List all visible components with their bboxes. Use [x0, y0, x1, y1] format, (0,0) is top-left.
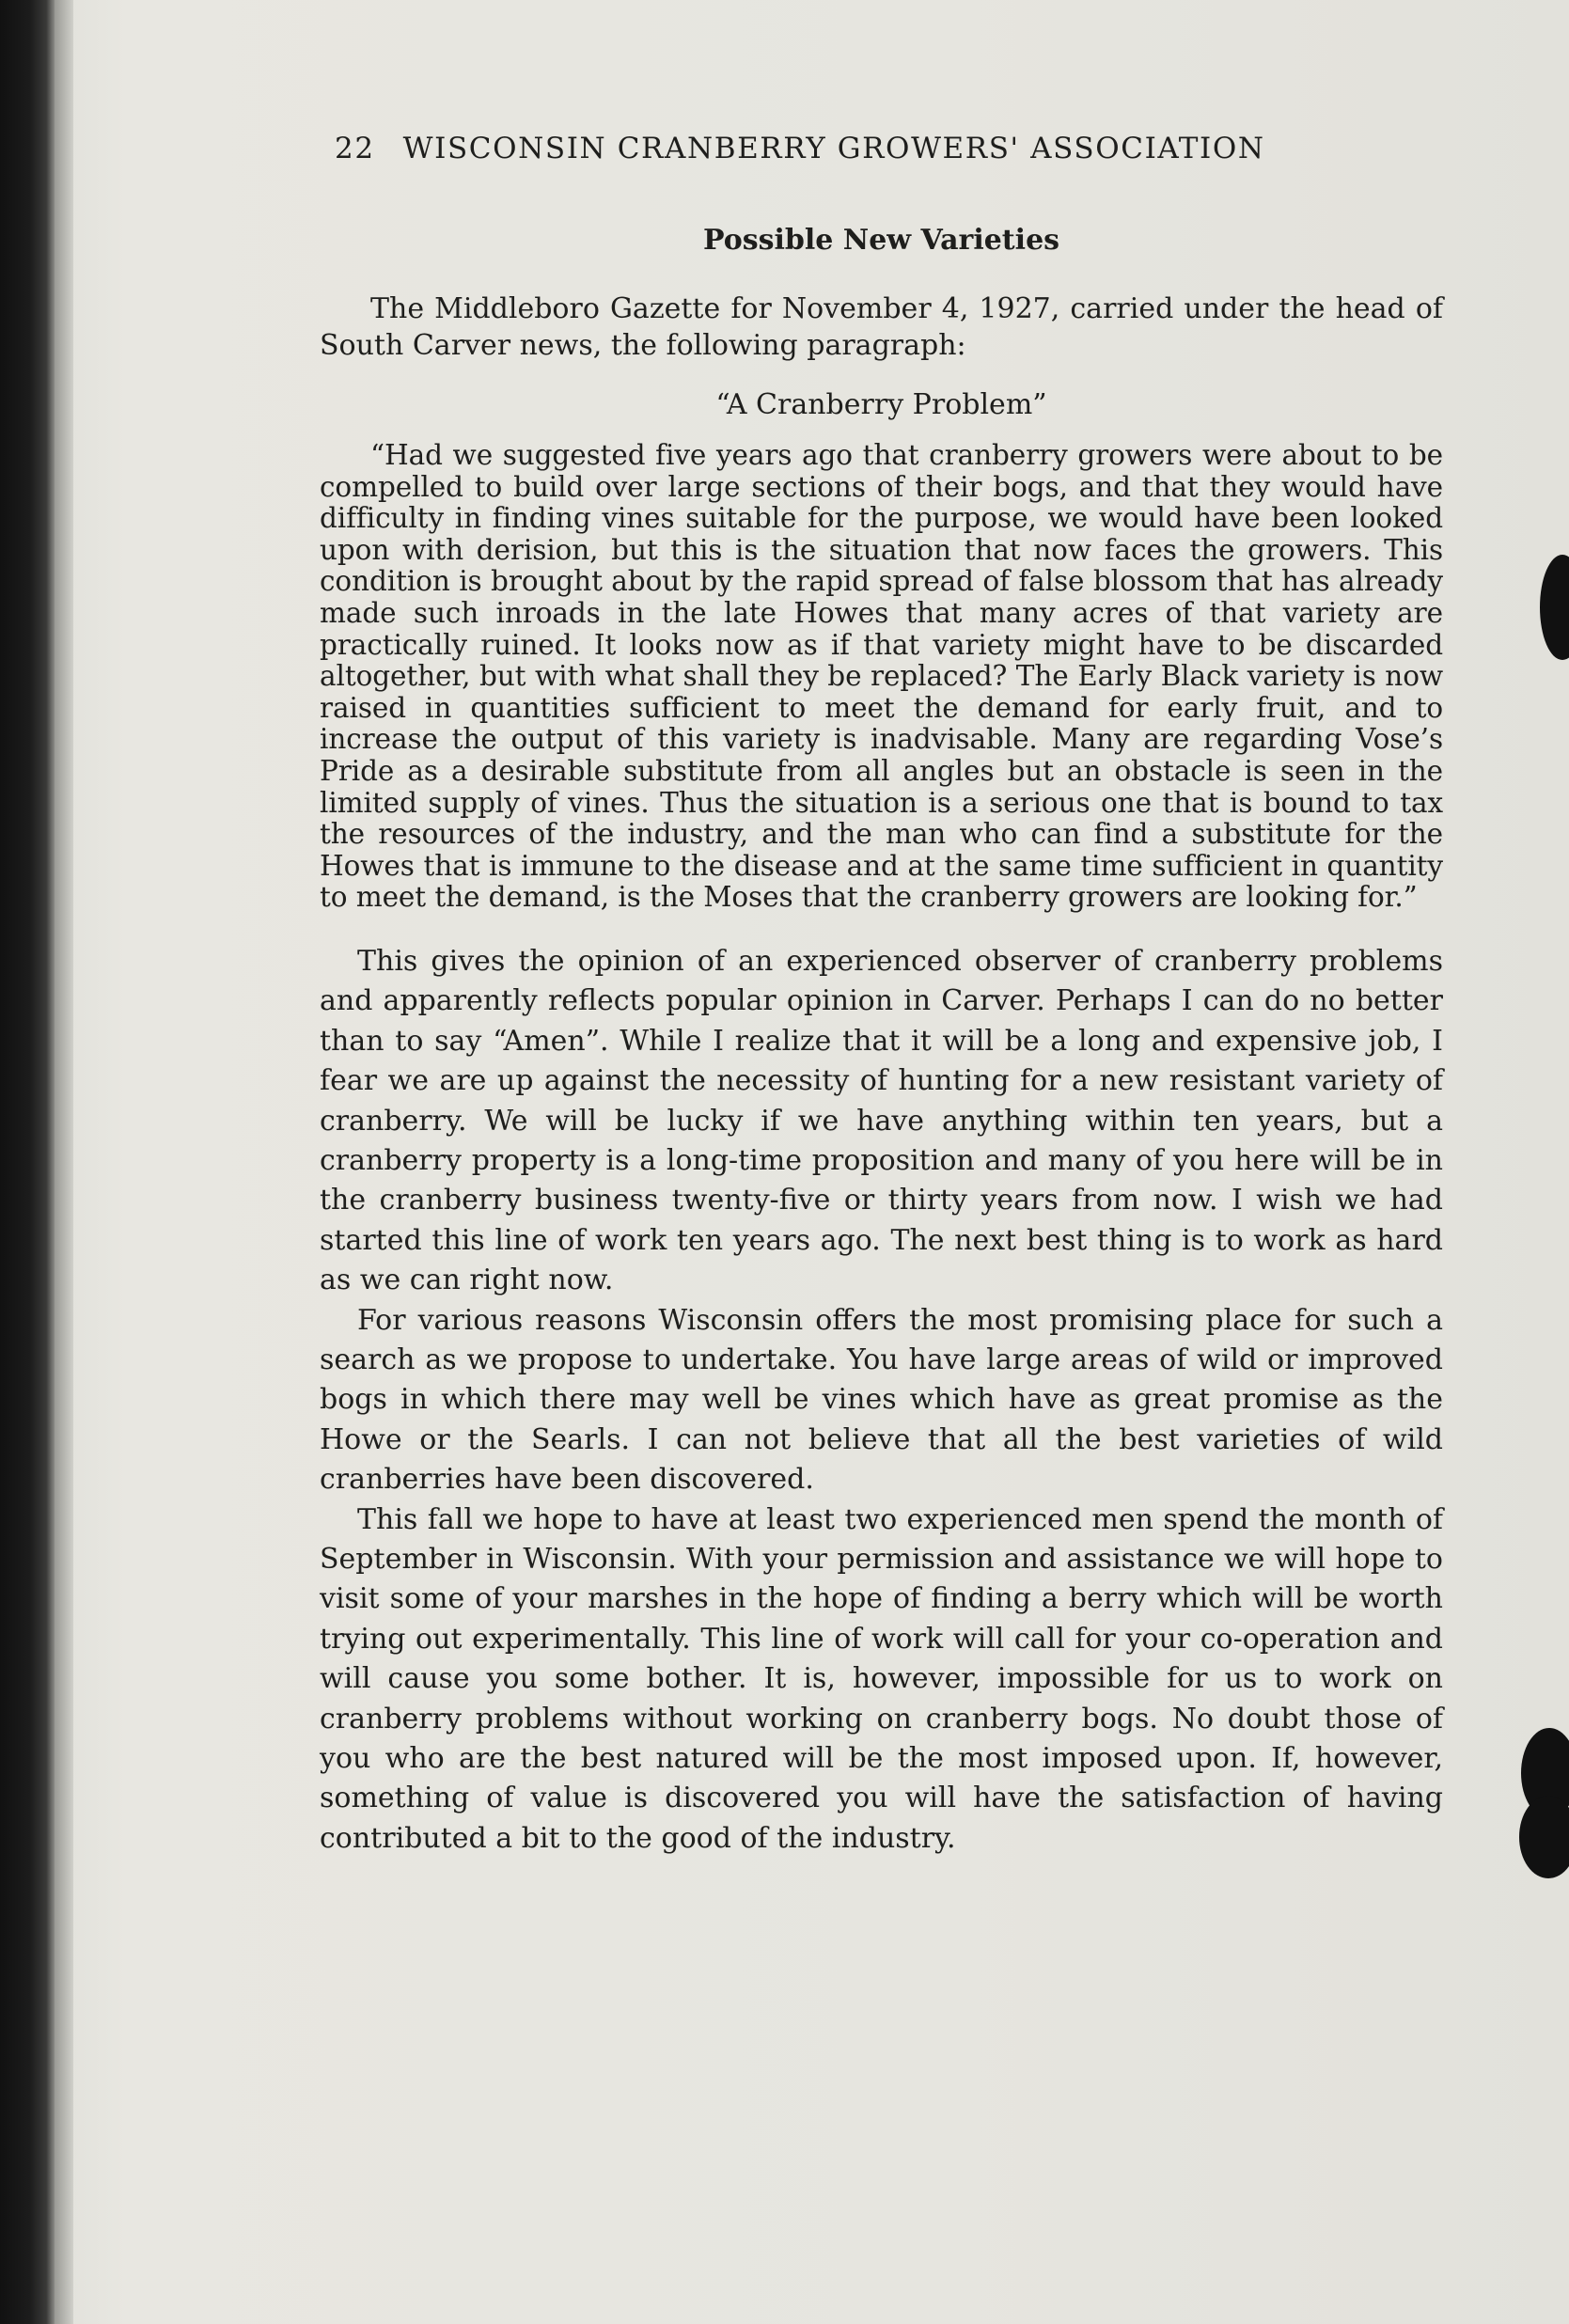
running-title: WISCONSIN CRANBERRY GROWERS' ASSOCIATION	[402, 132, 1265, 165]
intro-paragraph: The Middleboro Gazette for November 4, 1927, carried under the head of South Carver news, the following paragraph:	[320, 292, 1443, 362]
page-content	[320, 132, 1443, 1859]
article-title: Possible New Varieties	[702, 224, 1060, 257]
edge-mark-bottom	[1519, 1796, 1569, 1878]
page-gutter	[55, 0, 73, 2324]
book-binding-shadow	[0, 0, 55, 2324]
body-paragraph-2: For various reasons Wisconsin offers the most promising place for such a search as we propose to undertake. You have large areas of wild or improved bogs in which there may well be vines which have as great promise as the Howe or the Searls. I can not believe that all the best varieties of wild cranberries have been discovered.	[320, 1303, 1443, 1497]
edge-mark-top	[1540, 555, 1569, 660]
quote-title: “A Cranberry Problem”	[715, 388, 1047, 421]
page-number: 22	[335, 132, 375, 165]
body-paragraph-3: This fall we hope to have at least two experienced men spend the month of September in Wisconsin. With your permission and assistance we will hope to visit some of your marshes in the hope of finding a berry which will be worth trying out experimentally. This line of work will call for your co-operation and will cause you some bother. It is, however, impossible for us to work on cranberry problems without working on cranberry bogs. No doubt those of you who are the best natured will be the most imposed upon. If, however, something of value is discovered you will have the satisfaction of having contributed a bit to the good of the industry.	[320, 1502, 1443, 1855]
quoted-paragraph: “Had we suggested five years ago that cranberry growers were about to be compelled to build over large sections of their bogs, and that they would have difficulty in finding vines suitable for the purpose, we would have been looked upon with derision, but this is the situation that now faces the growers. This condition is brought about by the rapid spread of false blossom that has already made such inroads in the late Howes that many acres of that variety are practically ruined. It looks now as if that variety might have to be discarded altogether, but with what shall they be replaced? The Early Black variety is now raised in quantities sufficient to meet the demand for early fruit, and to increase the output of this variety is inadvisable. Many are regarding Vose’s Pride as a desirable substitute from all angles but an obstacle is seen in the limited supply of vines. Thus the situation is a serious one that is bound to tax the resources of the industry, and the man who can find a substitute for the Howes that is immune to the disease and at the same time sufficient in quantity to meet the demand, is the Moses that the cranberry growers are looking for.”	[320, 439, 1443, 914]
body-paragraph-1: This gives the opinion of an experienced observer of cranberry problems and apparently reflects popular opinion in Carver. Perhaps I can do no better than to say “Amen”. While I realize that it will be a long and expensive job, I fear we are up against the necessity of hunting for a new resistant variety of cranberry. We will be lucky if we have anything within ten years, but a cranberry property is a long-time proposition and many of you here will be in the cranberry business twenty-five or thirty years from now. I wish we had started this line of work ten years ago. The next best thing is to work as hard as we can right now.	[320, 944, 1443, 1297]
running-header	[335, 132, 1443, 165]
